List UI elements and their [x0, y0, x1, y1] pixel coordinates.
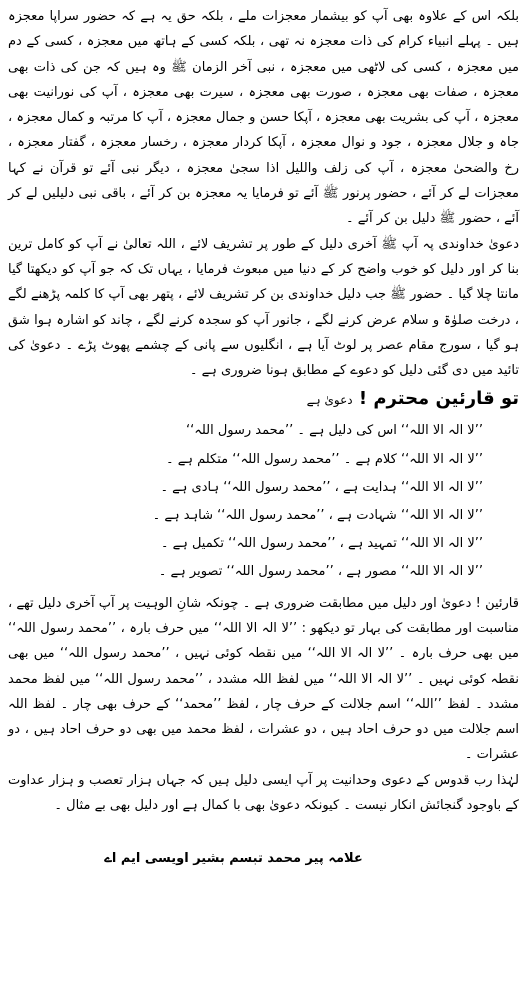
paragraph-final-proof: دعویٰ خداوندی پہ آپ ﷺ آخری دلیل کے طور پر تشریف لائے ، اللہ تعالیٰ نے آپ کو کامل ترین بنا کر اور دلیل کو خوب واضح کر کے دنیا میں مبعوث فرمایا ، یہاں تک کہ جو آپ کو دیکھتا گیا مانتا چلا گیا ۔ حضور ﷺ جب دلیل خداوندی بن کر تشریف لائے ، پتھر بھی آپ کا کلمہ پڑھنے لگے ، درخت صلوٰۃ و سلام عرض کرنے لگے ، جانور آپ کو سجدہ کرنے لگے ، چاند کو اشارہ ہوا شق ہو گیا ، سورج مقام عصر پر لوٹ آیا ہے ، انگلیوں سے پانی کے چشمے پھوٹ پڑے ۔ دعویٰ کی تائید میں دی گئی دلیل کو دعوے کے مطابق ہونا ضروری ہے ۔ — [8, 236, 519, 379]
list-item: ’’لا الہ الا اللہ‘‘ مصور ہے ، ’’محمد رسول اللہ‘‘ تصویر ہے ۔ — [158, 564, 483, 580]
author-signature: علامہ پیر محمد تبسم بشیر اویسی ایم اے — [104, 851, 363, 867]
heading-subtitle: دعویٰ ہے — [306, 393, 353, 408]
section-heading — [8, 386, 519, 413]
paragraph-conclusion: لہٰذا رب قدوس کے دعوی وحدانیت پر آپ ایسی دلیل ہیں کہ جہاں ہزار تعصب و ہزار عداوت کے باوجود گنجائش انکار نیست ۔ کیونکہ دعویٰ بھی با کمال ہے اور دلیل بھی بے مثال ۔ — [8, 772, 519, 814]
list-item: ’’لا الہ الا اللہ‘‘ شہادت ہے ، ’’محمد رسول اللہ‘‘ شاہد ہے ۔ — [152, 508, 483, 524]
list-item: ’’لا الہ الا اللہ‘‘ اس کی دلیل ہے ۔ ’’محمد رسول اللہ‘‘ — [185, 423, 483, 439]
heading-title: تو قارئین محترم ! — [358, 388, 519, 410]
list-item: ’’لا الہ الا اللہ‘‘ کلام ہے ۔ ’’محمد رسول اللہ‘‘ متکلم ہے ۔ — [165, 451, 483, 467]
list-item: ’’لا الہ الا اللہ‘‘ تمہید ہے ، ’’محمد رسول اللہ‘‘ تکمیل ہے ۔ — [160, 536, 483, 552]
kalima-list — [8, 417, 519, 586]
list-item: ’’لا الہ الا اللہ‘‘ ہدایت ہے ، ’’محمد رسول اللہ‘‘ ہادی ہے ۔ — [160, 479, 483, 495]
paragraph-correspondence: قارئین ! دعویٰ اور دلیل میں مطابقت ضروری ہے ۔ چونکہ شانِ الوہیت پر آپ آخری دلیل تھے ، مناسبت اور مطابقت کی بہار تو دیکھو : ’’لا الہ الا اللہ‘‘ میں حرف بارہ ، ’’محمد رسول اللہ‘‘ میں بھی حرف بارہ ۔ ’’لا الہ الا اللہ‘‘ میں نقطہ کوئی نہیں ، ’’محمد رسول اللہ‘‘ میں بھی نقطہ کوئی نہیں ۔ ’’لا الہ الا اللہ‘‘ میں لفظ اللہ مشدد ، ’’محمد رسول اللہ‘‘ میں لفظ محمد مشدد ۔ لفظ ’’اللہ‘‘ اسم جلالت کے حرف چار ، لفظ ’’محمد‘‘ کے حرف بھی چار ۔ لفظ اللہ اسم جلالت میں دو حرف احاد ہیں ، دو عشرات ، لفظ محمد میں بھی دو حرف احاد ہیں ، دو عشرات ۔ — [8, 595, 519, 763]
paragraph-miracles: بلکہ اس کے علاوہ بھی آپ کو بیشمار معجزات ملے ، بلکہ حق یہ ہے کہ حضور سراپا معجزہ ہیں ۔ پہلے انبیاء کرام کی ذات معجزہ نہ تھی ، بلکہ کسی کے ہاتھ میں معجزہ ، کسی کے دم میں معجزہ ، کسی کی لاٹھی میں معجزہ ، نبی آخر الزمان ﷺ وہ ہیں کہ جن کی ذات بھی معجزہ ، صفات بھی معجزہ ، صورت بھی معجزہ ، سیرت بھی معجزہ ، آپ کی نورانیت بھی معجزہ ، آپ کی بشریت بھی معجزہ ، آپکا حسن و جمال معجزہ ، آپ کا مرتبہ و کمال معجزہ ، جاہ و جلال معجزہ ، جود و نوال معجزہ ، آپکا کردار معجزہ ، رخسار معجزہ ، گفتار معجزہ ، رخ والضحیٰ معجزہ ، آپ کی زلف واللیل اذا سجیٰ معجزہ ، دیگر نبی آئے تو قرآن نے کہا معجزات لے کر آئے ، حضور پرنور ﷺ آئے تو فرمایا یہ معجزہ بن کر آئے ، باقی نبی دلیلیں لے کر آئے ، حضور ﷺ دلیل بن کر آئے ۔ — [8, 9, 519, 227]
